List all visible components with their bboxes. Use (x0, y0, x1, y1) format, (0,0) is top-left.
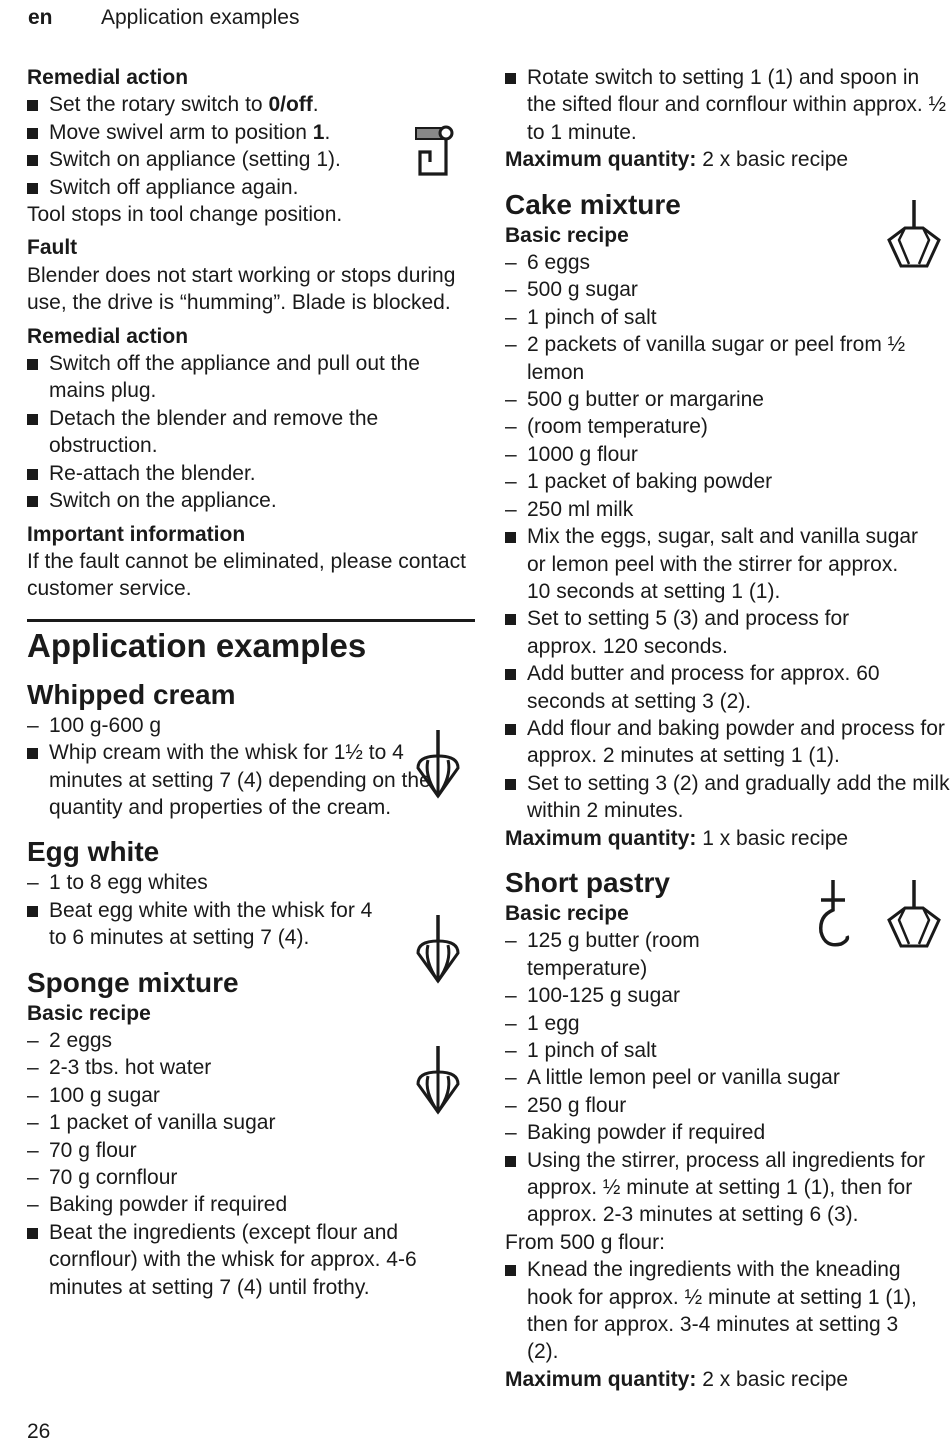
list-item: – 6 eggs (505, 251, 591, 275)
whipped-cream-heading: Whipped cream (27, 678, 236, 710)
list-item: – 70 g flour (27, 1138, 137, 1162)
section-title: Application examples (27, 626, 367, 664)
cake-mixture-heading: Cake mixture (505, 188, 681, 220)
list-item: – 1 packet of baking powder (505, 470, 773, 494)
list-item: Add flour and baking powder and process for approx. 2 minutes at setting 1 (1). (505, 715, 950, 770)
max-quantity-line: Maximum quantity: 1 x basic recipe (505, 826, 849, 850)
list-item: – Baking powder if required (27, 1193, 288, 1217)
list-item: Rotate switch to setting 1 (1) and spoon in the sifted flour and cornflour within approx. ½ to 1 minute. (505, 64, 950, 146)
language-code: en (28, 6, 53, 29)
egg-white-heading: Egg white (27, 836, 160, 868)
list-item: – 1 pinch of salt (505, 1039, 657, 1062)
list-item: Set to setting 5 (3) and process for approx. 120 seconds. (505, 605, 950, 660)
list-item: – 500 g sugar (505, 278, 638, 302)
list-item: – 1 packet of vanilla sugar (27, 1111, 276, 1135)
max-quantity-line: Maximum quantity: 2 x basic recipe (505, 1367, 849, 1391)
kneading-hook-icon (815, 880, 855, 950)
remedial-action-heading: Remedial action (27, 66, 189, 89)
left-column (27, 64, 475, 1301)
section-divider (27, 619, 475, 622)
fault-heading: Fault (27, 236, 78, 260)
list-item: – 100-125 g sugar (505, 984, 680, 1008)
list-item: – 500 g butter or margarine (505, 388, 764, 412)
whisk-icon (410, 730, 466, 800)
from-flour-text: From 500 g flour: (505, 1230, 665, 1254)
list-item: Add butter and process for approx. 60 seconds at setting 3 (2). (505, 660, 950, 715)
list-item: Switch on appliance (setting 1). (27, 146, 475, 173)
basic-recipe-label: Basic recipe (27, 1001, 151, 1025)
list-item: – (room temperature) (505, 415, 708, 439)
list-item: Set the rotary switch to 0/off. (27, 91, 475, 118)
list-item: – 70 g cornflour (27, 1166, 178, 1189)
list-item: Re-attach the blender. (27, 460, 475, 487)
list-item: Beat the ingredients (except flour and cornflour) with the whisk for approx. 4-6 minutes at setting 7 (4) until frothy. (27, 1219, 475, 1301)
list-item: – 1 to 8 egg whites (27, 871, 208, 895)
list-item: – A little lemon peel or vanilla sugar (505, 1066, 840, 1090)
max-quantity-line: Maximum quantity: 2 x basic recipe (505, 148, 849, 172)
list-item: Detach the blender and remove the obstruction. (27, 405, 475, 460)
list-item: – 2 eggs (27, 1028, 113, 1052)
list-item: – 100 g sugar (27, 1083, 160, 1107)
list-item: Switch on the appliance. (27, 487, 475, 514)
list-item: – 125 g butter (room temperature) (505, 929, 700, 980)
list-item: – 1 egg (505, 1011, 580, 1035)
whisk-icon (410, 915, 466, 985)
list-item: Using the stirrer, process all ingredients for approx. ½ minute at setting 1 (1), then for approx. 2-3 minutes at setting 6 (3). (505, 1147, 950, 1229)
right-column (505, 64, 950, 1393)
sponge-mixture-heading: Sponge mixture (27, 966, 239, 998)
list-item: – 100 g-600 g (27, 713, 162, 737)
basic-recipe-label: Basic recipe (505, 901, 629, 925)
basic-recipe-label: Basic recipe (505, 223, 629, 247)
list-item: Switch off the appliance and pull out the mains plug. (27, 350, 475, 405)
list-item: – 2 packets of vanilla sugar or peel from ½ lemon (505, 333, 906, 384)
list-item: – 2-3 tbs. hot water (27, 1056, 212, 1080)
important-information-text: If the fault cannot be eliminated, please contact customer service. (27, 549, 466, 601)
page-number: 26 (27, 1420, 51, 1440)
fault-text: Blender does not start working or stops during use, the drive is “humming”. Blade is blocked. (27, 263, 456, 315)
list-item: Knead the ingredients with the kneading hook for approx. ½ minute at setting 1 (1), then for approx. 3-4 minutes at setting 3 (2). (505, 1256, 950, 1366)
swivel-arm-position-icon (414, 124, 456, 180)
list-item: – Baking powder if required (505, 1121, 766, 1145)
list-item: Mix the eggs, sugar, salt and vanilla sugar or lemon peel with the stirrer for approx. 10 seconds at setting 1 (1). (505, 523, 950, 605)
stirrer-icon (885, 880, 943, 952)
running-header-title: Application examples (101, 6, 300, 29)
list-item: Move swivel arm to position 1. (27, 119, 475, 146)
tool-stops-text: Tool stops in tool change position. (27, 203, 343, 227)
short-pastry-heading: Short pastry (505, 866, 670, 898)
whisk-icon (410, 1046, 466, 1116)
important-information-heading: Important information (27, 522, 246, 546)
list-item: Set to setting 3 (2) and gradually add the milk within 2 minutes. (505, 770, 950, 825)
list-item: Switch off appliance again. (27, 174, 475, 201)
list-item: – 250 g flour (505, 1093, 627, 1117)
list-item: Whip cream with the whisk for 1½ to 4 minutes at setting 7 (4) depending on the quantity and properties of the cream. (27, 739, 475, 821)
remedial-action-heading-2: Remedial action (27, 324, 189, 348)
stirrer-icon (885, 200, 943, 272)
list-item: – 1000 g flour (505, 442, 638, 466)
list-item: – 250 ml milk (505, 497, 634, 521)
list-item: – 1 pinch of salt (505, 305, 657, 329)
list-item: Beat egg white with the whisk for 4 to 6 minutes at setting 7 (4). (27, 897, 475, 952)
